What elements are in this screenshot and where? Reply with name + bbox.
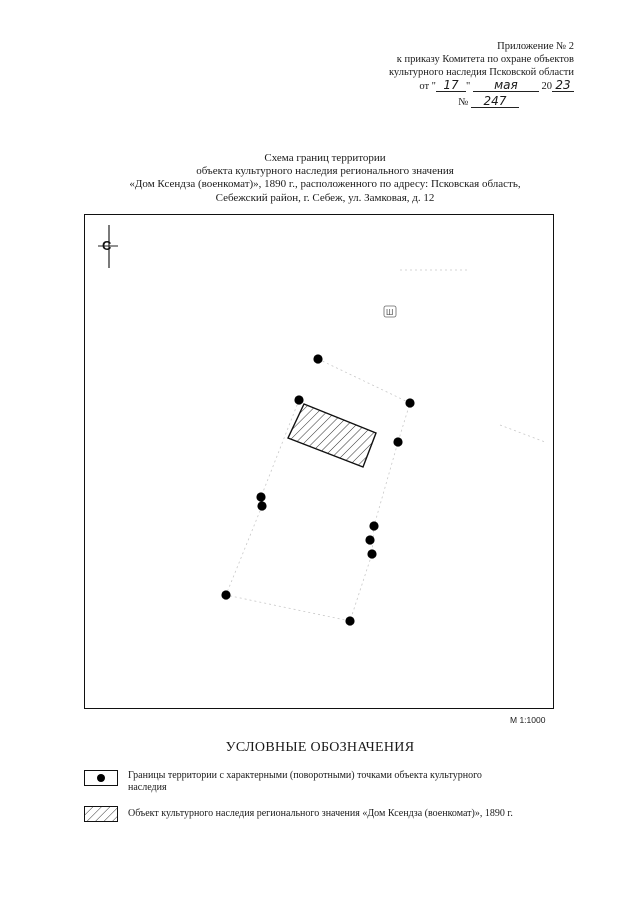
svg-text:Ш: Ш	[386, 308, 394, 317]
appendix-committee-line: культурного наследия Псковской области	[388, 67, 574, 78]
title-line-2: объекта культурного наследия регионального значения	[196, 165, 454, 178]
boundary-points	[221, 354, 414, 625]
order-number: 247	[471, 95, 519, 108]
building-label	[384, 306, 396, 317]
north-arrow-icon	[98, 225, 118, 268]
north-label: С	[102, 238, 112, 253]
boundary-point	[313, 354, 322, 363]
boundary-point	[369, 521, 378, 530]
map-scale: М 1:1000	[510, 715, 546, 725]
legend-item-building: Объект культурного наследия регионального значения «Дом Ксендза (военкомат)», 1890 г.	[128, 808, 513, 819]
date-month: мая	[473, 79, 539, 92]
boundary-point	[345, 616, 354, 625]
title-line-1: Схема границ территории	[264, 152, 386, 164]
boundary-trace	[226, 270, 545, 621]
title-line-4: Себежский район, г. Себеж, ул. Замковая, д. 12	[215, 191, 435, 204]
boundary-point	[221, 590, 230, 599]
boundary-point	[294, 395, 303, 404]
appendix-order-line: к приказу Комитета по охране объектов	[396, 54, 574, 65]
boundary-point	[256, 492, 265, 501]
boundary-point	[365, 535, 374, 544]
boundary-point	[367, 549, 376, 558]
date-year: 23	[552, 79, 574, 92]
appendix-number-line: № 247	[314, 95, 519, 109]
boundary-point	[257, 501, 266, 510]
legend-box-points	[84, 770, 118, 786]
heritage-building	[288, 404, 376, 467]
legend-title: УСЛОВНЫЕ ОБОЗНАЧЕНИЯ	[225, 740, 415, 755]
appendix-date-line: от " 17 " мая 20 23	[314, 79, 574, 93]
legend-box-building	[84, 806, 118, 822]
boundary-point	[393, 437, 402, 446]
legend-item-points: Границы территории с характерными (поворотными) точками объекта культурного наследия	[128, 770, 482, 793]
title-line-3: «Дом Ксендза (военкомат)», 1890 г., расположенного по адресу: Псковская область,	[129, 178, 521, 191]
date-day: 17	[436, 79, 466, 92]
boundary-point	[405, 398, 414, 407]
appendix-title: Приложение № 2	[497, 41, 574, 52]
